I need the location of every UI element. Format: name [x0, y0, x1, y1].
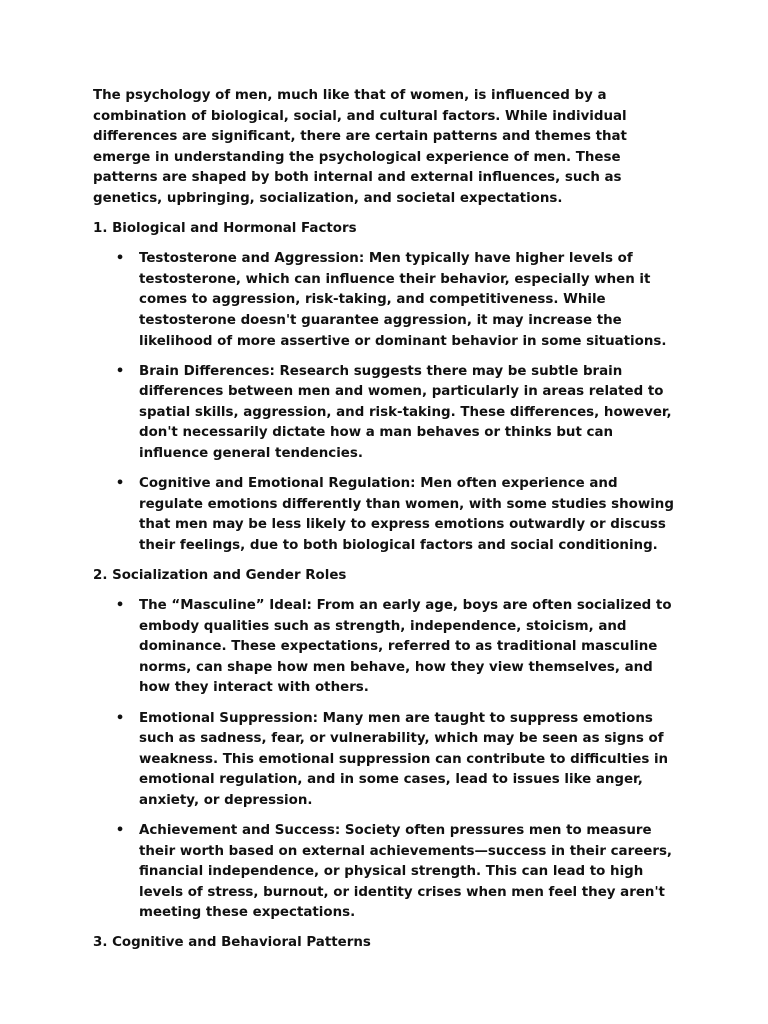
list-item	[93, 474, 683, 556]
section-heading-biological: 1. Biological and Hormonal Factors	[93, 221, 357, 237]
intro-paragraph: The psychology of men, much like that of women, is influenced by a combination of biological, social, and cultural factors. While individual differences are significant, there are certain patterns and themes that emerge in understanding the psychological experience of men. These patterns are shaped by both internal and external influences, such as genetics, upbringing, socialization, and societal expectations.	[93, 88, 627, 206]
bullet-text: Brain Differences: Research suggests there may be subtle brain differences between men and women, particularly in areas related to spatial skills, aggression, and risk-taking. These differences, however, don't necessarily dictate how a man behaves or thinks but can influence general tendencies.	[139, 363, 672, 461]
bullet-text: The “Masculine” Ideal: From an early age, boys are often socialized to embody qualities such as strength, independence, stoicism, and dominance. These expectations, referred to as traditional masculine norms, can shape how men behave, how they view themselves, and how they interact with others.	[139, 598, 672, 696]
bullet-list-biological	[93, 249, 683, 556]
list-item	[93, 821, 683, 924]
bullet-text: Cognitive and Emotional Regulation: Men often experience and regulate emotions differently than women, with some studies showing that men may be less likely to express emotions outwardly or discuss their feelings, due to both biological factors and social conditioning.	[139, 476, 674, 553]
list-item	[93, 249, 683, 352]
list-item	[93, 709, 683, 812]
list-item	[93, 362, 683, 465]
list-item	[93, 596, 683, 699]
bullet-text: Emotional Suppression: Many men are taught to suppress emotions such as sadness, fear, or vulnerability, which may be seen as signs of weakness. This emotional suppression can contribute to difficulties in emotional regulation, and in some cases, lead to issues like anger, anxiety, or depression.	[139, 710, 669, 808]
bullet-icon: •	[115, 363, 125, 379]
bullet-text: Achievement and Success: Society often pressures men to measure their worth based on external achievements—success in their careers, financial independence, or physical strength. This can lead to high levels of stress, burnout, or identity crises when men feel they aren't meeting these expectations.	[139, 823, 673, 921]
bullet-icon: •	[115, 710, 125, 726]
bullet-text: Testosterone and Aggression: Men typically have higher levels of testosterone, which can influence their behavior, especially when it comes to aggression, risk-taking, and competitiveness. While testosterone doesn't guarantee aggression, it may increase the likelihood of more assertive or dominant behavior in some situations.	[139, 251, 667, 349]
section-heading-socialization: 2. Socialization and Gender Roles	[93, 567, 347, 583]
bullet-icon: •	[115, 251, 125, 267]
bullet-list-socialization	[93, 596, 683, 924]
section-heading-cognitive: 3. Cognitive and Behavioral Patterns	[93, 935, 371, 951]
bullet-icon: •	[115, 476, 125, 492]
document-body	[93, 86, 683, 954]
bullet-icon: •	[115, 598, 125, 614]
bullet-icon: •	[115, 823, 125, 838]
